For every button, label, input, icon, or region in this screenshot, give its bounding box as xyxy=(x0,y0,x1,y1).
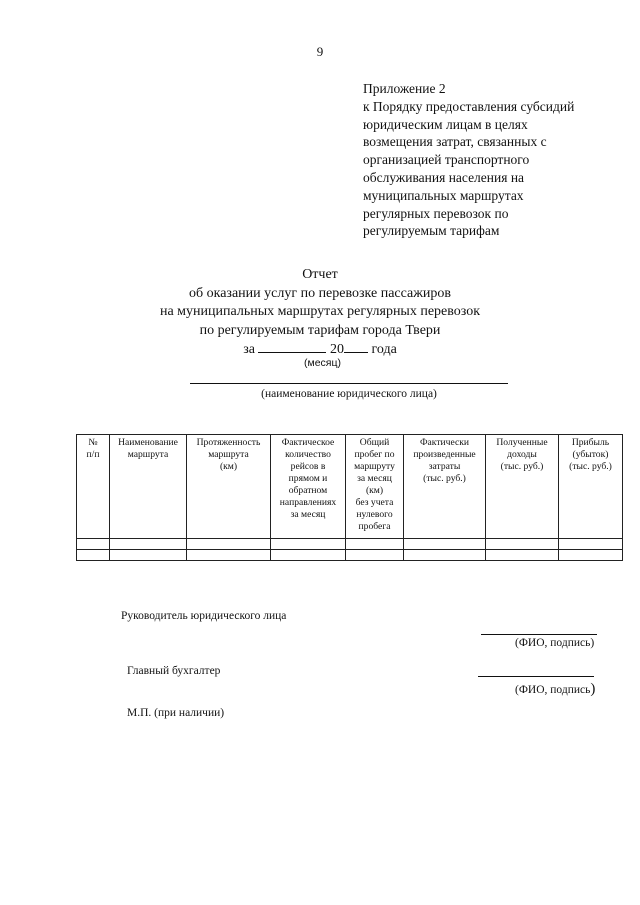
appendix-line: юридическим лицам в целях xyxy=(363,116,528,132)
table-cell[interactable] xyxy=(486,550,559,561)
table-cell[interactable] xyxy=(559,539,623,550)
table-cell[interactable] xyxy=(187,550,271,561)
header-mileage: Общий пробег по маршруту за месяц (км) без учета нулевого пробега xyxy=(354,437,395,532)
header-cell xyxy=(559,435,623,539)
accountant-signature-caption xyxy=(515,681,595,698)
head-label: Руководитель юридического лица xyxy=(121,610,287,622)
header-cell xyxy=(77,435,110,539)
table-cell[interactable] xyxy=(404,539,486,550)
table-cell[interactable] xyxy=(187,539,271,550)
appendix-line: обслуживания населения на xyxy=(363,169,525,185)
header-cell xyxy=(187,435,271,539)
header-income: Полученные доходы (тыс. руб.) xyxy=(496,437,548,472)
header-route-length: Протяженность маршрута (км) xyxy=(196,437,261,472)
header-cell xyxy=(404,435,486,539)
table-cell[interactable] xyxy=(346,539,404,550)
table-cell[interactable] xyxy=(77,550,110,561)
report-table xyxy=(76,434,623,561)
appendix-line: регулируемым тарифам xyxy=(363,223,500,239)
appendix-line: организацией транспортного xyxy=(363,152,530,168)
header-num: № п/п xyxy=(86,437,100,460)
header-cell xyxy=(110,435,187,539)
accountant-signature-line[interactable] xyxy=(478,676,594,677)
table-row xyxy=(77,550,623,561)
header-route-name: Наименование маршрута xyxy=(118,437,178,460)
accountant-label: Главный бухгалтер xyxy=(127,665,221,677)
accountant-caption-paren: ) xyxy=(590,681,596,697)
accountant-caption-text: (ФИО, подпись xyxy=(515,684,591,696)
header-costs: Фактически произведенные затраты (тыс. руб.) xyxy=(413,437,476,484)
table-cell[interactable] xyxy=(77,539,110,550)
header-profit: Прибыль (убыток) (тыс. руб.) xyxy=(569,437,612,472)
appendix-line: Приложение 2 xyxy=(363,81,446,96)
month-caption: (месяц) xyxy=(304,357,342,369)
header-trips: Фактическое количество рейсов в прямом и обратном направлениях за месяц xyxy=(279,437,337,520)
table-cell[interactable] xyxy=(346,550,404,561)
header-cell xyxy=(271,435,346,539)
appendix-block xyxy=(363,80,623,240)
report-title-block xyxy=(0,266,640,360)
org-caption: (наименование юридического лица) xyxy=(261,388,437,400)
appendix-line: возмещения затрат, связанных с xyxy=(363,134,547,150)
table-cell[interactable] xyxy=(404,550,486,561)
table-cell[interactable] xyxy=(271,550,346,561)
appendix-line: к Порядку предоставления субсидий xyxy=(363,98,575,114)
table-header-row xyxy=(77,435,623,539)
table-cell[interactable] xyxy=(110,539,187,550)
report-subtitle-line: по регулируемым тарифам города Твери xyxy=(199,322,441,338)
head-signature-caption: (ФИО, подпись) xyxy=(515,637,595,649)
period-prefix: за xyxy=(243,342,255,357)
table-cell[interactable] xyxy=(559,550,623,561)
period-suffix: года xyxy=(371,342,397,357)
table-row xyxy=(77,539,623,550)
table-cell[interactable] xyxy=(486,539,559,550)
head-signature-line[interactable] xyxy=(481,634,597,635)
header-cell xyxy=(486,435,559,539)
year-blank[interactable] xyxy=(344,340,368,353)
appendix-line: муниципальных маршрутах xyxy=(363,187,524,203)
stamp-label: М.П. (при наличии) xyxy=(127,707,225,719)
appendix-line: регулярных перевозок по xyxy=(363,205,509,221)
report-subtitle-line: на муниципальных маршрутах регулярных перевозок xyxy=(159,304,481,319)
org-name-blank[interactable] xyxy=(190,383,508,384)
report-subtitle-line: об оказании услуг по перевозке пассажиров xyxy=(188,285,451,301)
table-cell[interactable] xyxy=(110,550,187,561)
month-blank[interactable] xyxy=(258,340,326,353)
report-title: Отчет xyxy=(302,267,338,282)
header-cell xyxy=(346,435,404,539)
page-number: 9 xyxy=(316,44,324,59)
period-year-prefix: 20 xyxy=(329,342,344,357)
table-cell[interactable] xyxy=(271,539,346,550)
